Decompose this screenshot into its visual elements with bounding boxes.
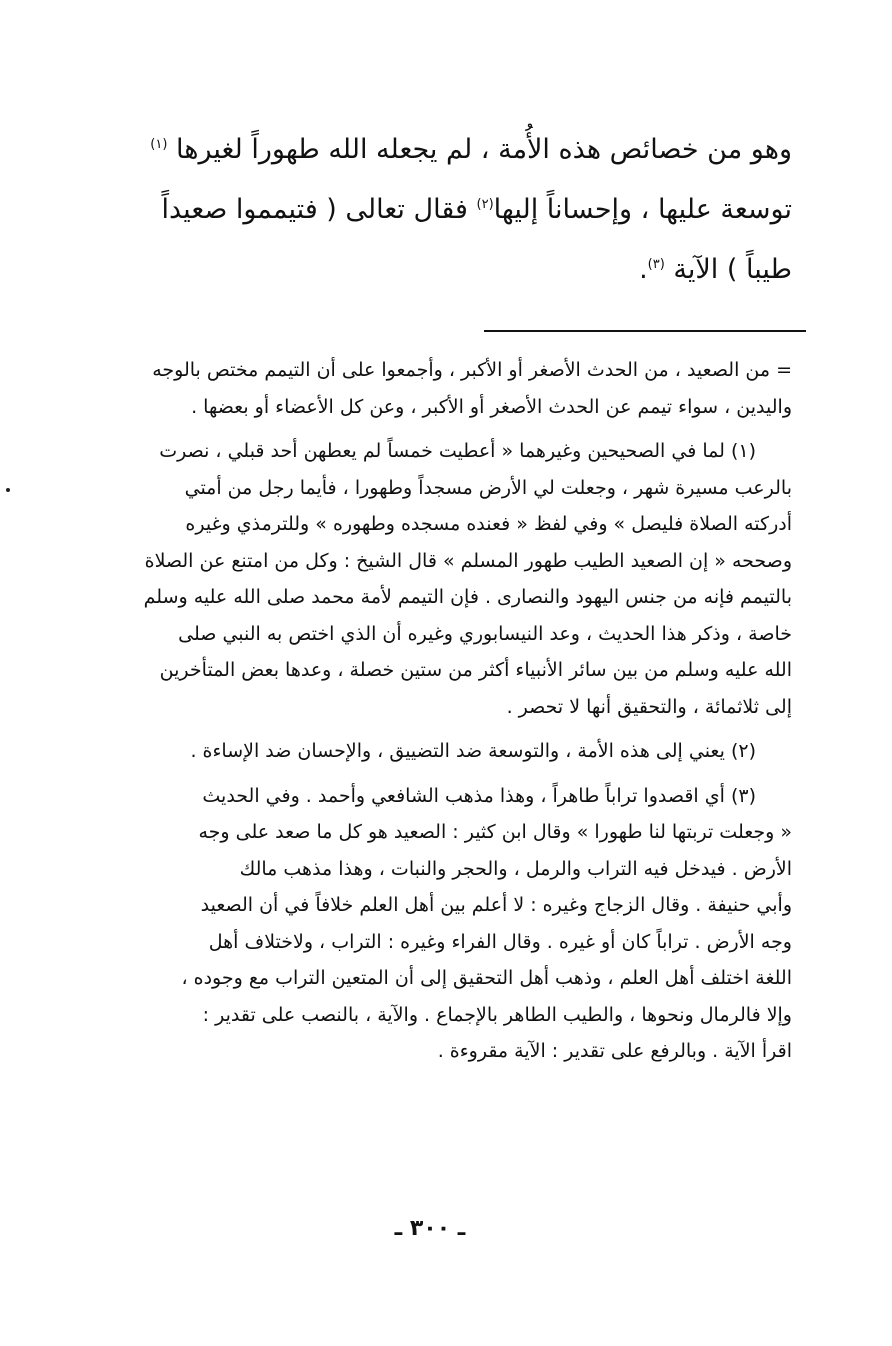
footnote-text: لما في الصحيحين وغيرهما « أعطيت خمساً لم يعطهن أحد قبلي ، نصرت (159, 440, 725, 462)
footnote-continuation (66, 352, 792, 425)
main-line-text: فقال تعالى ( فتيمموا صعيداً (161, 194, 468, 225)
main-line-text: طيباً ) الآية (673, 254, 792, 285)
footnote-line (66, 433, 792, 470)
footnote-ref-2: (٢) (476, 197, 494, 212)
footnote-line: الله عليه وسلم من بين سائر الأنبياء أكثر من ستين خصلة ، وعدها بعض المتأخرين (159, 659, 792, 681)
main-line-text: وهو من خصائص هذه الأُمة ، لم يجعله الله طهوراً لغيرها (175, 134, 792, 165)
footnote-line: وجه الأرض . تراباً كان أو غيره . وقال الفراء وغيره : التراب ، ولاختلاف أهل (208, 930, 792, 953)
footnote-line: اللغة اختلف أهل العلم ، وذهب أهل التحقيق إلى أن المتعين التراب مع وجوده ، (181, 967, 792, 989)
footnote-line: « وجعلت تربتها لنا طهورا » وقال ابن كثير : الصعيد هو كل ما صعد على وجه (198, 821, 792, 843)
main-line (70, 240, 792, 300)
footnote-line: واليدين ، سواء تيمم عن الحدث الأصغر أو الأكبر ، وعن كل الأعضاء أو بعضها . (191, 395, 792, 418)
footnote-ref-3: (٣) (647, 257, 665, 272)
footnote-line: وصححه « إن الصعيد الطيب طهور المسلم » قال الشيخ : وكل من امتنع عن الصلاة (144, 549, 792, 572)
footnote-line: = من الصعيد ، من الحدث الأصغر أو الأكبر ، وأجمعوا على أن التيمم مختص بالوجه (152, 359, 792, 381)
footnotes (66, 352, 792, 1078)
footnote-line (66, 778, 792, 815)
footnote-line: وأبي حنيفة . وقال الزجاج وغيره : لا أعلم بين أهل العلم خلافاً في أن الصعيد (200, 894, 792, 916)
footnote-line: خاصة ، وذكر هذا الحديث ، وعد النيسابوري وغيره أن الذي اختص به النبي صلى (178, 622, 792, 645)
main-text (70, 120, 792, 300)
footnote-line: وإلا فالرمال ونحوها ، والطيب الطاهر بالإجماع . والآية ، بالنصب على تقدير : (202, 1003, 792, 1026)
footnote-number: (٢) (730, 740, 756, 762)
footnote-line: إلى ثلاثمائة ، والتحقيق أنها لا تحصر . (506, 695, 792, 718)
main-line (70, 180, 792, 240)
footnote-line: الأرض . فيدخل فيه التراب والرمل ، والحجر والنبات ، وهذا مذهب مالك (239, 857, 792, 880)
footnote-2 (66, 733, 792, 770)
footnote-line: اقرأ الآية . وبالرفع على تقدير : الآية مقروءة . (437, 1040, 792, 1062)
footnote-3 (66, 778, 792, 1070)
footnote-line: بالرعب مسيرة شهر ، وجعلت لي الأرض مسجداً وطهورا ، فأيما رجل من أمتي (184, 476, 792, 499)
footnote-line: بالتيمم فإنه من جنس اليهود والنصارى . فإن التيمم لأمة محمد صلى الله عليه وسلم (143, 586, 792, 608)
main-line-text: توسعة عليها ، وإحساناً إليها (493, 194, 792, 225)
page-number: ـ ٣٠٠ ـ (394, 1216, 466, 1241)
footnote-line: أدركته الصلاة فليصل » وفي لفظ « فعنده مسجده وطهوره » وللترمذي وغيره (185, 513, 792, 535)
scan-speck (6, 488, 10, 492)
footnote-separator (484, 330, 806, 332)
footnote-ref-1: (١) (150, 137, 168, 152)
footnote-line (66, 733, 792, 770)
footnote-text: أي اقصدوا تراباً طاهراً ، وهذا مذهب الشافعي وأحمد . وفي الحديث (202, 784, 725, 807)
end-mark: . (639, 254, 648, 285)
main-line (70, 120, 792, 180)
footnote-number: (٣) (730, 784, 756, 807)
footnote-1 (66, 433, 792, 725)
footnote-number: (١) (730, 440, 756, 462)
footnote-text: يعني إلى هذه الأمة ، والتوسعة ضد التضييق ، والإحسان ضد الإساءة . (190, 740, 725, 762)
